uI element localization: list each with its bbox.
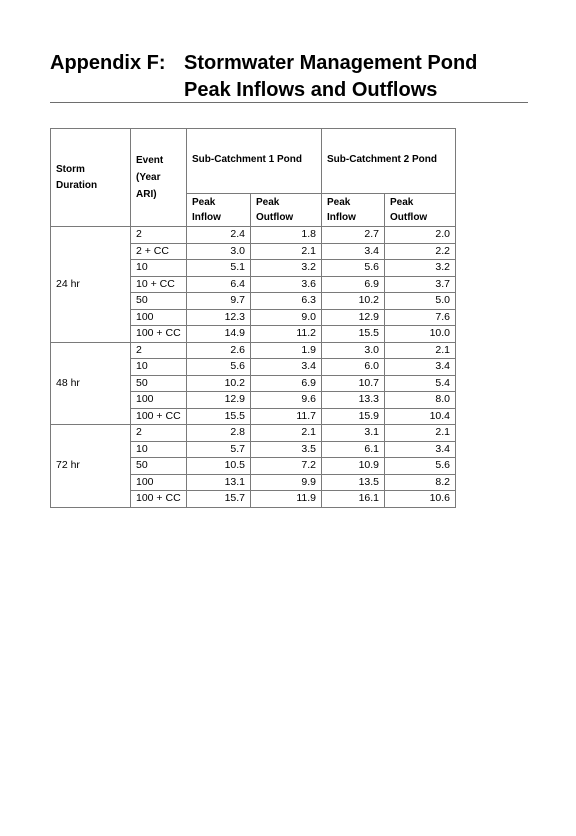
peak-outflow-2-cell: 2.0 <box>385 227 456 244</box>
peak-outflow-2-cell: 3.2 <box>385 260 456 277</box>
peak-inflow-1-cell: 5.1 <box>187 260 251 277</box>
peak-outflow-2-cell: 3.4 <box>385 359 456 376</box>
peak-outflow-1-cell: 11.2 <box>251 326 322 343</box>
peak-outflow-1-cell: 11.9 <box>251 491 322 508</box>
peak-outflow-1-cell: 2.1 <box>251 425 322 442</box>
peak-outflow-1-cell: 2.1 <box>251 243 322 260</box>
event-cell: 50 <box>131 375 187 392</box>
event-cell: 10 <box>131 441 187 458</box>
peak-inflow-1-cell: 5.7 <box>187 441 251 458</box>
peak-inflow-2-cell: 6.0 <box>322 359 385 376</box>
event-cell: 10 + CC <box>131 276 187 293</box>
peak-inflow-2-cell: 13.3 <box>322 392 385 409</box>
storm-duration-cell: 48 hr <box>51 342 131 425</box>
peak-inflow-2-cell: 15.5 <box>322 326 385 343</box>
peak-outflow-1-cell: 6.3 <box>251 293 322 310</box>
peak-inflow-1-cell: 2.6 <box>187 342 251 359</box>
event-cell: 2 + CC <box>131 243 187 260</box>
peak-inflow-2-cell: 3.0 <box>322 342 385 359</box>
storm-duration-cell: 72 hr <box>51 425 131 508</box>
peak-inflow-2-cell: 16.1 <box>322 491 385 508</box>
event-cell: 2 <box>131 227 187 244</box>
peak-inflow-1-cell: 12.9 <box>187 392 251 409</box>
peak-inflow-2-cell: 2.7 <box>322 227 385 244</box>
peak-outflow-2-cell: 3.7 <box>385 276 456 293</box>
peak-outflow-2-cell: 8.2 <box>385 474 456 491</box>
peak-outflow-2-cell: 7.6 <box>385 309 456 326</box>
peak-outflow-2-cell: 8.0 <box>385 392 456 409</box>
peak-inflow-1-cell: 9.7 <box>187 293 251 310</box>
event-cell: 2 <box>131 342 187 359</box>
event-cell: 50 <box>131 293 187 310</box>
peak-inflow-2-cell: 10.9 <box>322 458 385 475</box>
peak-outflow-2-cell: 10.4 <box>385 408 456 425</box>
peak-inflow-1-cell: 2.4 <box>187 227 251 244</box>
peak-inflow-1-header: Peak Inflow <box>187 194 251 227</box>
event-cell: 100 + CC <box>131 408 187 425</box>
peak-inflow-2-cell: 5.6 <box>322 260 385 277</box>
event-header-line2: (Year ARI) <box>136 172 161 200</box>
event-cell: 100 + CC <box>131 326 187 343</box>
event-cell: 100 <box>131 392 187 409</box>
event-cell: 10 <box>131 359 187 376</box>
peak-flows-table <box>50 128 456 508</box>
peak-inflow-2-cell: 3.1 <box>322 425 385 442</box>
table-body <box>51 227 456 508</box>
appendix-label: Appendix F: <box>50 52 166 74</box>
peak-inflow-2-cell: 3.4 <box>322 243 385 260</box>
peak-inflow-1-cell: 10.5 <box>187 458 251 475</box>
peak-inflow-1-cell: 6.4 <box>187 276 251 293</box>
peak-outflow-2-cell: 2.2 <box>385 243 456 260</box>
event-cell: 100 <box>131 474 187 491</box>
sub-catchment-1-header: Sub-Catchment 1 Pond <box>187 129 322 194</box>
peak-outflow-1-cell: 7.2 <box>251 458 322 475</box>
peak-inflow-1-cell: 14.9 <box>187 326 251 343</box>
event-header <box>131 129 187 227</box>
peak-inflow-2-cell: 13.5 <box>322 474 385 491</box>
peak-inflow-1-cell: 5.6 <box>187 359 251 376</box>
peak-outflow-1-cell: 3.5 <box>251 441 322 458</box>
peak-outflow-1-cell: 9.9 <box>251 474 322 491</box>
peak-inflow-2-header: Peak Inflow <box>322 194 385 227</box>
event-cell: 10 <box>131 260 187 277</box>
peak-inflow-1-cell: 13.1 <box>187 474 251 491</box>
peak-outflow-1-cell: 11.7 <box>251 408 322 425</box>
peak-inflow-1-cell: 10.2 <box>187 375 251 392</box>
peak-inflow-2-cell: 6.1 <box>322 441 385 458</box>
event-cell: 100 <box>131 309 187 326</box>
peak-inflow-1-cell: 2.8 <box>187 425 251 442</box>
peak-inflow-1-cell: 15.5 <box>187 408 251 425</box>
peak-outflow-1-cell: 9.0 <box>251 309 322 326</box>
event-cell: 100 + CC <box>131 491 187 508</box>
table-row <box>51 227 456 244</box>
peak-inflow-2-cell: 12.9 <box>322 309 385 326</box>
peak-inflow-2-cell: 10.2 <box>322 293 385 310</box>
peak-outflow-1-cell: 9.6 <box>251 392 322 409</box>
peak-outflow-2-cell: 10.6 <box>385 491 456 508</box>
peak-outflow-2-cell: 3.4 <box>385 441 456 458</box>
peak-inflow-2-cell: 15.9 <box>322 408 385 425</box>
peak-outflow-2-cell: 2.1 <box>385 342 456 359</box>
event-header-line1: Event <box>136 155 164 166</box>
peak-inflow-2-cell: 10.7 <box>322 375 385 392</box>
peak-outflow-1-cell: 3.2 <box>251 260 322 277</box>
storm-duration-header: Storm Duration <box>51 129 131 227</box>
event-cell: 2 <box>131 425 187 442</box>
peak-outflow-2-cell: 5.6 <box>385 458 456 475</box>
appendix-title: Stormwater Management Pond Peak Inflows and Outflows <box>184 52 478 101</box>
peak-outflow-2-cell: 5.4 <box>385 375 456 392</box>
peak-inflow-1-cell: 3.0 <box>187 243 251 260</box>
table-row <box>51 342 456 359</box>
event-cell: 50 <box>131 458 187 475</box>
peak-outflow-2-cell: 10.0 <box>385 326 456 343</box>
peak-outflow-1-cell: 1.9 <box>251 342 322 359</box>
peak-inflow-1-cell: 12.3 <box>187 309 251 326</box>
peak-inflow-1-cell: 15.7 <box>187 491 251 508</box>
peak-outflow-2-header: Peak Outflow <box>385 194 456 227</box>
storm-duration-cell: 24 hr <box>51 227 131 343</box>
peak-outflow-2-cell: 5.0 <box>385 293 456 310</box>
peak-outflow-1-header: Peak Outflow <box>251 194 322 227</box>
peak-outflow-1-cell: 1.8 <box>251 227 322 244</box>
sub-catchment-2-header: Sub-Catchment 2 Pond <box>322 129 456 194</box>
peak-outflow-1-cell: 3.6 <box>251 276 322 293</box>
peak-inflow-2-cell: 6.9 <box>322 276 385 293</box>
peak-outflow-1-cell: 3.4 <box>251 359 322 376</box>
peak-outflow-2-cell: 2.1 <box>385 425 456 442</box>
table-row <box>51 425 456 442</box>
heading-divider <box>50 102 528 103</box>
peak-outflow-1-cell: 6.9 <box>251 375 322 392</box>
